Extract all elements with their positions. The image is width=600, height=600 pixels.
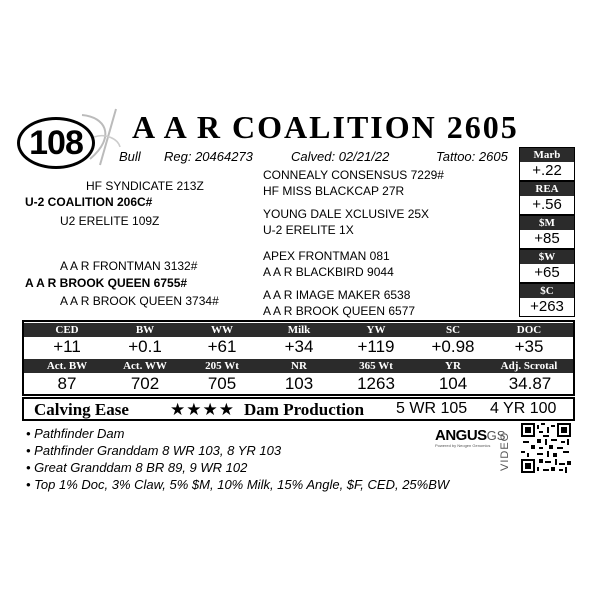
sire-dam-sire: YOUNG DALE XCLUSIVE 25X (263, 207, 430, 221)
actual-label: 365 Wt (359, 360, 393, 372)
epd-label: WW (211, 324, 233, 336)
epd-value: +0.1 (128, 337, 162, 356)
dam-dam: A A R BROOK QUEEN 3734# (60, 294, 219, 308)
actual-label: NR (291, 360, 307, 372)
registration-number: Reg: 20464273 (164, 149, 253, 164)
actual-value: 702 (130, 374, 160, 393)
epd-label: CED (55, 324, 79, 336)
epd-label: SC (445, 324, 461, 336)
actual-label: Act. BW (46, 360, 88, 372)
actual-value: 1263 (357, 374, 395, 393)
actual-label: 205 Wt (205, 360, 239, 372)
epd-c-value: +263 (520, 298, 574, 316)
epd-w-value: +65 (520, 264, 574, 282)
actual-label: YR (445, 360, 461, 372)
animal-name-title: A A R COALITION 2605 (132, 109, 519, 145)
epd-c (519, 283, 575, 317)
epd-rea (519, 181, 575, 215)
tattoo: Tattoo: 2605 (436, 149, 508, 164)
sire: U-2 COALITION 206C# (25, 195, 153, 209)
lot-number: 108 (29, 123, 83, 162)
actual-value: 705 (207, 374, 237, 393)
epd-marb-value: +.22 (520, 162, 574, 180)
ranch-logo-icon (76, 107, 124, 167)
list-item: • Pathfinder Granddam 8 WR 103, 8 YR 103 (26, 443, 282, 458)
dam-sire-dam: A A R BLACKBIRD 9044 (263, 265, 394, 279)
actual-value: 87 (57, 374, 77, 393)
calving-ease-stars: ★★★★ (170, 400, 235, 419)
sire-sire-sire: CONNEALY CONSENSUS 7229# (263, 168, 444, 182)
dam-dam-dam: A A R BROOK QUEEN 6577 (263, 304, 416, 318)
epd-header-row (24, 323, 573, 337)
epd-value: +0.98 (431, 337, 475, 356)
epd-c-label: $C (520, 284, 574, 298)
list-item: • Great Granddam 8 BR 89, 9 WR 102 (26, 460, 248, 475)
epd-value: +61 (207, 337, 237, 356)
calved-date: Calved: 02/21/22 (291, 149, 390, 164)
epd-label: BW (135, 324, 155, 336)
dam-sire-sire: APEX FRONTMAN 081 (263, 249, 390, 263)
dam-production-yr: 4 YR 100 (490, 400, 557, 417)
notes-list (26, 425, 449, 493)
epd-marb-label: Marb (520, 148, 574, 162)
dam-production-label: Dam Production (244, 400, 365, 419)
calving-dam-bar (22, 397, 575, 421)
sire-dam: U2 ERELITE 109Z (60, 214, 160, 228)
sire-sire-dam: HF MISS BLACKCAP 27R (263, 184, 405, 198)
actual-header-row (24, 359, 573, 373)
dam-dam-sire: A A R IMAGE MAKER 6538 (263, 288, 411, 302)
calving-ease-label: Calving Ease (34, 400, 129, 419)
epd-value: +34 (284, 337, 314, 356)
epd-label: YW (366, 324, 386, 336)
actual-value: 104 (438, 374, 468, 393)
epd-w (519, 249, 575, 283)
epd-m-value: +85 (520, 230, 574, 248)
actual-label: Act. WW (123, 360, 167, 372)
list-item: • Pathfinder Dam (26, 426, 125, 441)
dam-production-wr: 5 WR 105 (396, 400, 468, 417)
video-label: VIDEO (499, 431, 511, 471)
actual-value: 34.87 (508, 374, 552, 393)
list-item: • Top 1% Doc, 3% Claw, 5% $M, 10% Milk, 15% Angle, $F, CED, 25%BW (26, 477, 450, 492)
epd-label: DOC (516, 324, 542, 336)
sire-sire: HF SYNDICATE 213Z (86, 179, 204, 193)
actual-label: Adj. Scrotal (500, 360, 558, 372)
qr-code-icon[interactable] (521, 423, 571, 473)
epd-w-label: $W (520, 250, 574, 264)
epd-value: +119 (357, 337, 395, 356)
epd-m-label: $M (520, 216, 574, 230)
epd-value: +35 (514, 337, 544, 356)
angus-gs-logo: ANGUSGS Powered by Neogen Genomics (435, 427, 506, 448)
epd-grid (22, 320, 575, 396)
epd-label: Milk (287, 324, 311, 336)
sire-dam-dam: U-2 ERELITE 1X (263, 223, 354, 237)
epd-value: +11 (53, 337, 81, 356)
epd-marb (519, 147, 575, 181)
animal-type: Bull (119, 149, 141, 164)
epd-rea-value: +.56 (520, 196, 574, 214)
dam-sire: A A R FRONTMAN 3132# (60, 259, 198, 273)
actual-value: 103 (284, 374, 314, 393)
epd-m (519, 215, 575, 249)
dam: A A R BROOK QUEEN 6755# (25, 276, 188, 290)
epd-rea-label: REA (520, 182, 574, 196)
